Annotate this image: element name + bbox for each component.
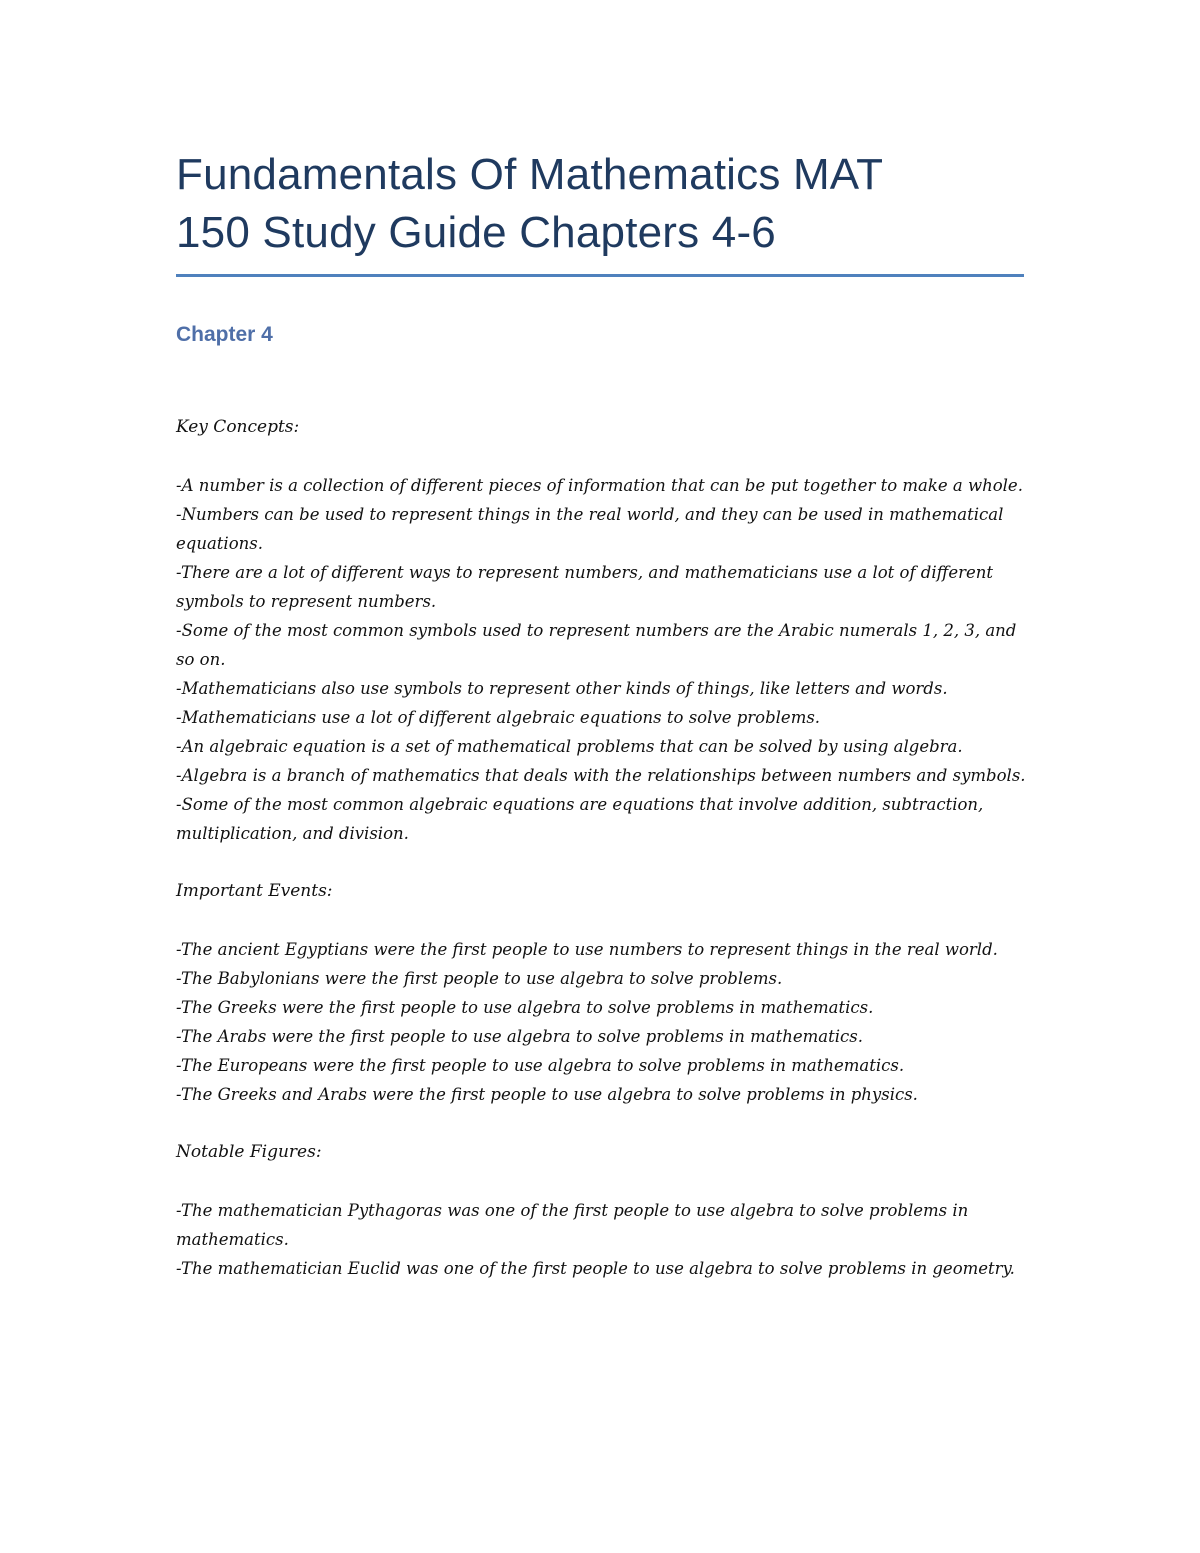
important-event-item: -The Greeks and Arabs were the first people to use algebra to solve problems in physics. [176, 1085, 918, 1104]
important-event-item: -The ancient Egyptians were the first people to use numbers to represent things in the real world. [176, 940, 998, 959]
important-events-label: Important Events: [176, 881, 333, 901]
document-title-line-2: 150 Study Guide Chapters 4-6 [176, 208, 776, 257]
notable-figure-item: -The mathematician Euclid was one of the first people to use algebra to solve problems in geometry. [176, 1259, 1015, 1278]
chapter-heading: Chapter 4 [176, 323, 273, 346]
title-underline-rule [176, 274, 1024, 277]
key-concept-item: -Numbers can be used to represent things in the real world, and they can be used in mathematical equations. [176, 505, 1004, 553]
key-concept-item: -A number is a collection of different pieces of information that can be put together to make a whole. [176, 476, 1023, 495]
notable-figure-item: -The mathematician Pythagoras was one of the first people to use algebra to solve problems in mathematics. [176, 1201, 969, 1249]
key-concept-item: -There are a lot of different ways to represent numbers, and mathematicians use a lot of different symbols to represent numbers. [176, 563, 994, 611]
document-title-line-1: Fundamentals Of Mathematics MAT [176, 150, 884, 199]
important-event-item: -The Arabs were the first people to use algebra to solve problems in mathematics. [176, 1027, 863, 1046]
key-concept-item: -Algebra is a branch of mathematics that deals with the relationships between numbers and symbols. [176, 766, 1026, 785]
key-concept-item: -Mathematicians also use symbols to represent other kinds of things, like letters and words. [176, 679, 948, 698]
document-page [176, 146, 1026, 1283]
notable-figures-list [176, 1196, 1026, 1283]
key-concept-item: -Some of the most common algebraic equations are equations that involve addition, subtraction, multiplication, and division. [176, 795, 984, 843]
important-event-item: -The Europeans were the first people to use algebra to solve problems in mathematics. [176, 1056, 905, 1075]
key-concepts-label: Key Concepts: [176, 417, 300, 437]
key-concept-item: -An algebraic equation is a set of mathematical problems that can be solved by using algebra. [176, 737, 963, 756]
important-event-item: -The Greeks were the first people to use algebra to solve problems in mathematics. [176, 998, 874, 1017]
important-events-list [176, 935, 1026, 1109]
document-title [176, 146, 1026, 274]
key-concept-item: -Mathematicians use a lot of different algebraic equations to solve problems. [176, 708, 821, 727]
important-event-item: -The Babylonians were the first people to use algebra to solve problems. [176, 969, 783, 988]
key-concepts-list [176, 471, 1026, 848]
key-concept-item: -Some of the most common symbols used to represent numbers are the Arabic numerals 1, 2, 3, and so on. [176, 621, 1017, 669]
notable-figures-label: Notable Figures: [176, 1142, 322, 1162]
